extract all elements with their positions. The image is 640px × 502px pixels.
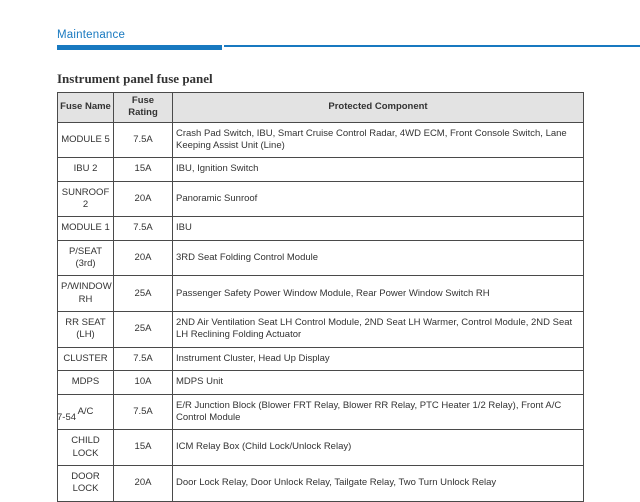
fuse-rating-cell: 25A	[114, 276, 173, 312]
fuse-rating-cell: 20A	[114, 465, 173, 501]
table-row	[58, 465, 584, 501]
fuse-name-cell: P/SEAT (3rd)	[58, 240, 114, 276]
protected-component-cell: 2ND Air Ventilation Seat LH Control Module, 2ND Seat LH Warmer, Control Module, 2ND Seat LH Reclining Folding Actuator	[173, 312, 584, 348]
fuse-table-header	[58, 93, 584, 123]
table-row	[58, 122, 584, 158]
fuse-name-cell: CLUSTER	[58, 347, 114, 370]
fuse-name-cell: IBU 2	[58, 158, 114, 181]
fuse-name-cell: MDPS	[58, 371, 114, 394]
fuse-name-cell: P/WINDOW RH	[58, 276, 114, 312]
protected-component-cell: ICM Relay Box (Child Lock/Unlock Relay)	[173, 430, 584, 466]
protected-component-cell: Crash Pad Switch, IBU, Smart Cruise Control Radar, 4WD ECM, Front Console Switch, Lane Keeping Assist Unit (Line)	[173, 122, 584, 158]
table-row	[58, 276, 584, 312]
protected-component-cell: MDPS Unit	[173, 371, 584, 394]
protected-component-cell: Instrument Cluster, Head Up Display	[173, 347, 584, 370]
protected-component-cell: Passenger Safety Power Window Module, Rear Power Window Switch RH	[173, 276, 584, 312]
column-header-fuse-rating: Fuse Rating	[114, 93, 173, 123]
fuse-rating-cell: 15A	[114, 158, 173, 181]
fuse-name-cell: MODULE 5	[58, 122, 114, 158]
protected-component-cell: 3RD Seat Folding Control Module	[173, 240, 584, 276]
page-number: 7-54	[57, 412, 77, 423]
fuse-rating-cell: 7.5A	[114, 394, 173, 430]
fuse-table-body	[58, 122, 584, 501]
accent-bar-thick	[57, 45, 222, 50]
protected-component-cell: IBU, Ignition Switch	[173, 158, 584, 181]
fuse-rating-cell: 15A	[114, 430, 173, 466]
column-header-protected-component: Protected Component	[173, 93, 584, 123]
fuse-rating-cell: 25A	[114, 312, 173, 348]
fuse-name-cell: MODULE 1	[58, 217, 114, 240]
table-row	[58, 217, 584, 240]
fuse-name-cell: SUNROOF 2	[58, 181, 114, 217]
accent-rule-thin	[224, 45, 640, 47]
fuse-rating-cell: 20A	[114, 181, 173, 217]
table-row	[58, 181, 584, 217]
fuse-rating-cell: 7.5A	[114, 347, 173, 370]
table-row	[58, 158, 584, 181]
table-row	[58, 371, 584, 394]
fuse-rating-cell: 7.5A	[114, 217, 173, 240]
fuse-rating-cell: 20A	[114, 240, 173, 276]
table-row	[58, 394, 584, 430]
protected-component-cell: E/R Junction Block (Blower FRT Relay, Blower RR Relay, PTC Heater 1/2 Relay), Front A/C Control Module	[173, 394, 584, 430]
column-header-fuse-name: Fuse Name	[58, 93, 114, 123]
protected-component-cell: Door Lock Relay, Door Unlock Relay, Tailgate Relay, Two Turn Unlock Relay	[173, 465, 584, 501]
fuse-rating-cell: 10A	[114, 371, 173, 394]
table-row	[58, 347, 584, 370]
fuse-rating-cell: 7.5A	[114, 122, 173, 158]
protected-component-cell: Panoramic Sunroof	[173, 181, 584, 217]
table-row	[58, 312, 584, 348]
table-row	[58, 240, 584, 276]
fuse-name-cell: CHILD LOCK	[58, 430, 114, 466]
table-row	[58, 430, 584, 466]
section-header-label: Maintenance	[57, 29, 126, 41]
fuse-name-cell: RR SEAT (LH)	[58, 312, 114, 348]
fuse-name-cell: DOOR LOCK	[58, 465, 114, 501]
page-title: Instrument panel fuse panel	[57, 71, 213, 86]
header-row	[58, 93, 584, 123]
protected-component-cell: IBU	[173, 217, 584, 240]
fuse-name-cell: A/C	[58, 394, 114, 430]
fuse-panel-table	[57, 92, 584, 502]
